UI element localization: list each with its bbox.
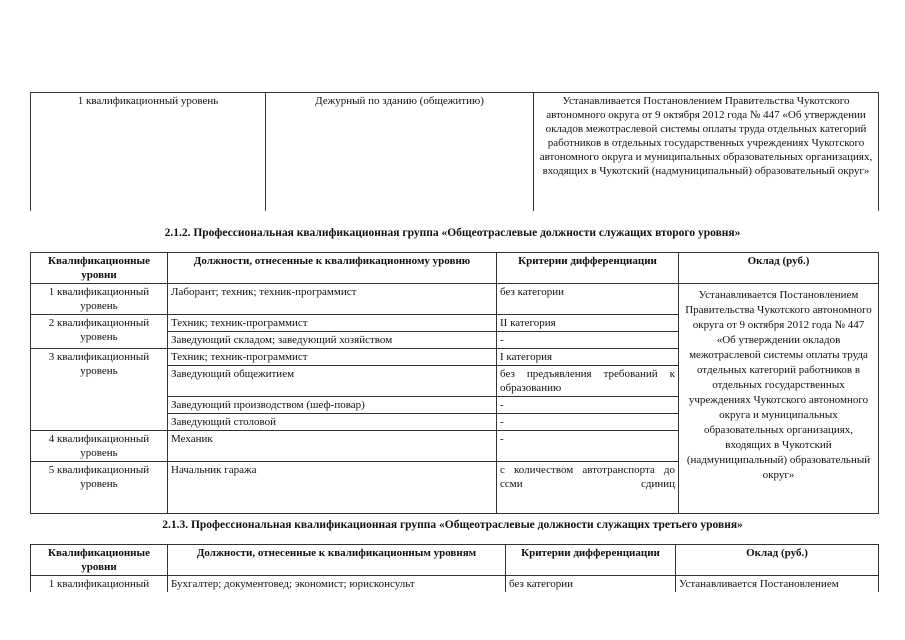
table-row: [31, 93, 879, 211]
table-row: [31, 284, 879, 315]
salary-cell: Устанавливается Постановлением: [676, 576, 879, 593]
header-criteria: Критерии дифференциации: [506, 545, 676, 576]
qualification-table-2-1-2: [30, 252, 879, 514]
level-cell: 2 квалификационный уровень: [31, 315, 168, 349]
position-cell: Заведующий производством (шеф-повар): [168, 397, 497, 414]
criteria-cell: без категории: [506, 576, 676, 593]
position-cell: Механик: [168, 431, 497, 462]
table-row: [31, 576, 879, 593]
position-cell: Дежурный по зданию (общежитию): [266, 93, 534, 211]
table-header-row: [31, 253, 879, 284]
criteria-cell: -: [497, 431, 679, 462]
position-cell: Лаборант; техник; техник-программист: [168, 284, 497, 315]
position-cell: Заведующий общежитием: [168, 366, 497, 397]
level-cell: 3 квалификационный уровень: [31, 349, 168, 431]
header-positions: Должности, отнесенные к квалификационному уровню: [168, 253, 497, 284]
header-salary: Оклад (руб.): [676, 545, 879, 576]
level-cell: 1 квалификационный уровень: [31, 284, 168, 315]
section-caption-2-1-2: 2.1.2. Профессиональная квалификационная группа «Общеотраслевые должности служащих второго уровня»: [164, 227, 741, 239]
criteria-cell: -: [497, 414, 679, 431]
header-levels: Квалификационные уровни: [31, 253, 168, 284]
criteria-cell: без категории: [497, 284, 679, 315]
salary-cell: Устанавливается Постановлением Правительства Чукотского автономного округа от 9 октября 2012 года № 447 «Об утверждении окладов межотраслевой системы оплаты труда отдельных категорий работников в отдельных государственных учреждениях Чукотского автономного округа и муниципальных образовательных организациях, входящих в Чукотский (надмуниципальный) образовательный округ»: [679, 284, 879, 514]
level-cell: 1 квалификационный уровень: [31, 93, 266, 211]
header-criteria: Критерии дифференциации: [497, 253, 679, 284]
criteria-cell: II категория: [497, 315, 679, 332]
level-cell: 4 квалификационный уровень: [31, 431, 168, 462]
position-cell: Заведующий складом; заведующий хозяйством: [168, 332, 497, 349]
position-cell: Техник; техник-программист: [168, 349, 497, 366]
criteria-cell: -: [497, 332, 679, 349]
table-header-row: [31, 545, 879, 576]
criteria-cell: с количеством автотранспорта до ссми сдиниц: [497, 462, 679, 514]
header-levels: Квалификационные уровни: [31, 545, 168, 576]
section-caption-2-1-3: 2.1.3. Профессиональная квалификационная группа «Общеотраслевые должности служащих третьего уровня»: [162, 519, 743, 531]
criteria-cell: -: [497, 397, 679, 414]
qualification-table-2-1-3: [30, 544, 879, 592]
header-positions: Должности, отнесенные к квалификационным уровням: [168, 545, 506, 576]
salary-cell: Устанавливается Постановлением Правительства Чукотского автономного округа от 9 октября 2012 года № 447 «Об утверждении окладов межотраслевой системы оплаты труда отдельных категорий работников в отдельных государственных учреждениях Чукотского автономного округа и муниципальных образовательных организациях, входящих в Чукотский (надмуниципальный) образовательный округ»: [534, 93, 879, 211]
position-cell: Заведующий столовой: [168, 414, 497, 431]
level-cell: 1 квалификационный: [31, 576, 168, 593]
continued-table: [30, 92, 879, 211]
criteria-cell: без предъявления требований к образованию: [497, 366, 679, 397]
position-cell: Начальник гаража: [168, 462, 497, 514]
position-cell: Техник; техник-программист: [168, 315, 497, 332]
position-cell: Бухгалтер; документовед; экономист; юрисконсульт: [168, 576, 506, 593]
header-salary: Оклад (руб.): [679, 253, 879, 284]
level-cell: 5 квалификационный уровень: [31, 462, 168, 514]
criteria-cell: I категория: [497, 349, 679, 366]
